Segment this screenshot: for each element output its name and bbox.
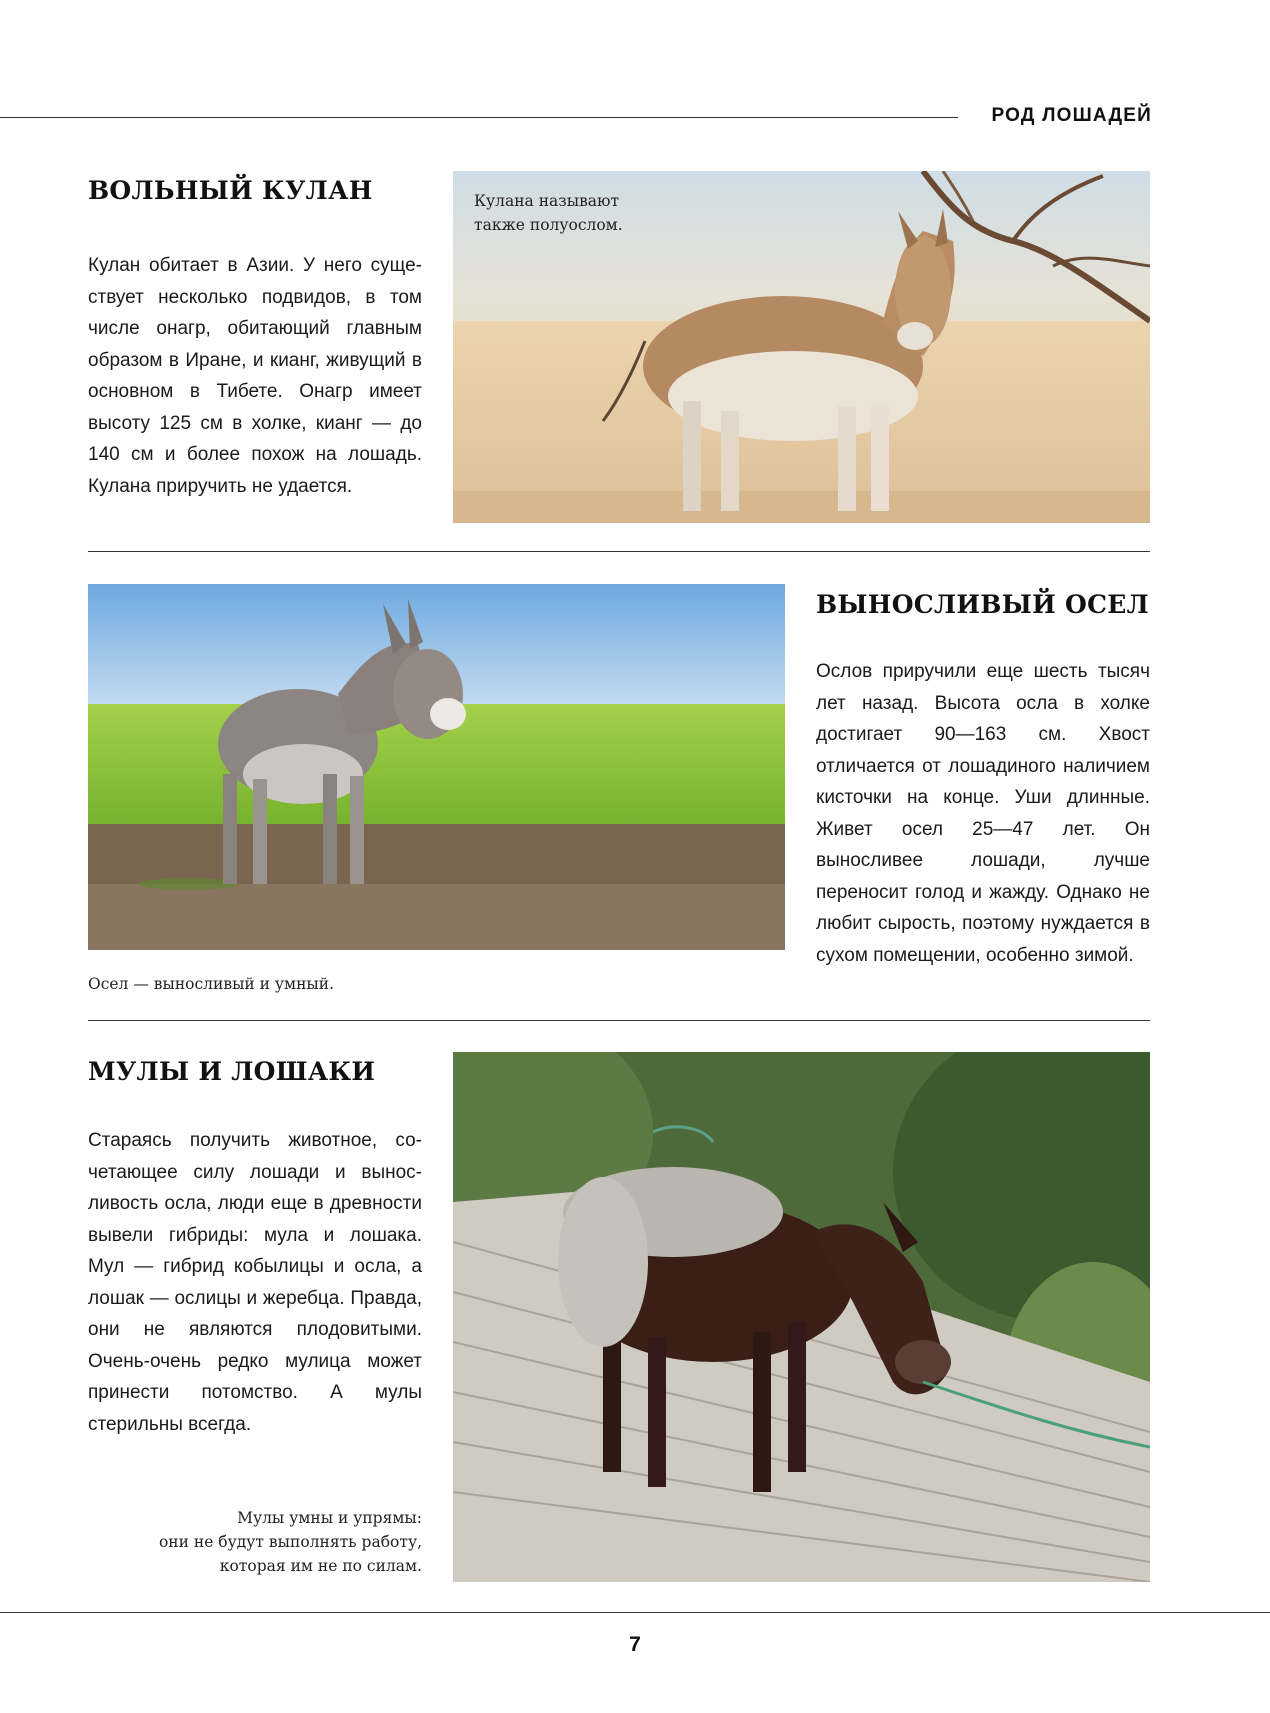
donkey-caption: Осел — выносливый и умный.: [88, 975, 335, 993]
page-number: 7: [629, 1633, 641, 1656]
mules-body: Стараясь получить животное, сочетающее силу лошади и выносливость осла, люди еще в древности вывели гибриды: мула и лошака. Мул — гибрид кобылицы и осла, а лошак — ослицы и жеребца. Правда, они не являются плодовитыми. Очень-очень редко мулица может принести потомство. А мулы стерильны всегда.: [88, 1130, 422, 1435]
footer-rule: [0, 1612, 1270, 1613]
kulan-caption: Кулана называют также полуослом.: [474, 192, 623, 234]
section-divider-1: [88, 551, 1150, 552]
section-divider-2: [88, 1020, 1150, 1021]
mules-caption: [88, 1506, 422, 1578]
mules-caption-line-3: которая им не по силам.: [219, 1557, 422, 1575]
kulan-body: Кулан обитает в Азии. У него существует несколько подвидов, в том числе онагр, обитающий главным образом в Иране, и кианг, живущий в основном в Тибете. Онагр имеет высоту 125 см в холке, кианг — до 140 см и более похож на лошадь. Кулана приручить не удается.: [88, 255, 422, 497]
section-label: РОД ЛОШАДЕЙ: [991, 105, 1152, 126]
kulan-title: ВОЛЬНЫЙ КУЛАН: [88, 176, 373, 205]
donkey-body: Ослов приручили еще шесть тысяч лет назад. Высота осла в холке достигает 90—163 см. Хвост отличается от лошадиного наличием кисточки на конце. Уши длинные. Живет осел 25—47 лет. Он выносливее лошади, лучше переносит голод и жажду. Однако не любит сырость, поэтому нуждается в сухом помещении, особенно зимой.: [816, 661, 1150, 966]
donkey-photo: [88, 584, 785, 950]
mules-caption-line-2: они не будут выполнять работу,: [158, 1533, 422, 1551]
mules-caption-line-1: Мулы умны и упрямы:: [237, 1509, 422, 1527]
mules-title: МУЛЫ И ЛОШАКИ: [88, 1057, 376, 1086]
donkey-title: ВЫНОСЛИВЫЙ ОСЕЛ: [816, 590, 1150, 619]
header-rule: [0, 117, 958, 118]
kulan-photo: [453, 171, 1150, 523]
mule-photo: [453, 1052, 1150, 1582]
